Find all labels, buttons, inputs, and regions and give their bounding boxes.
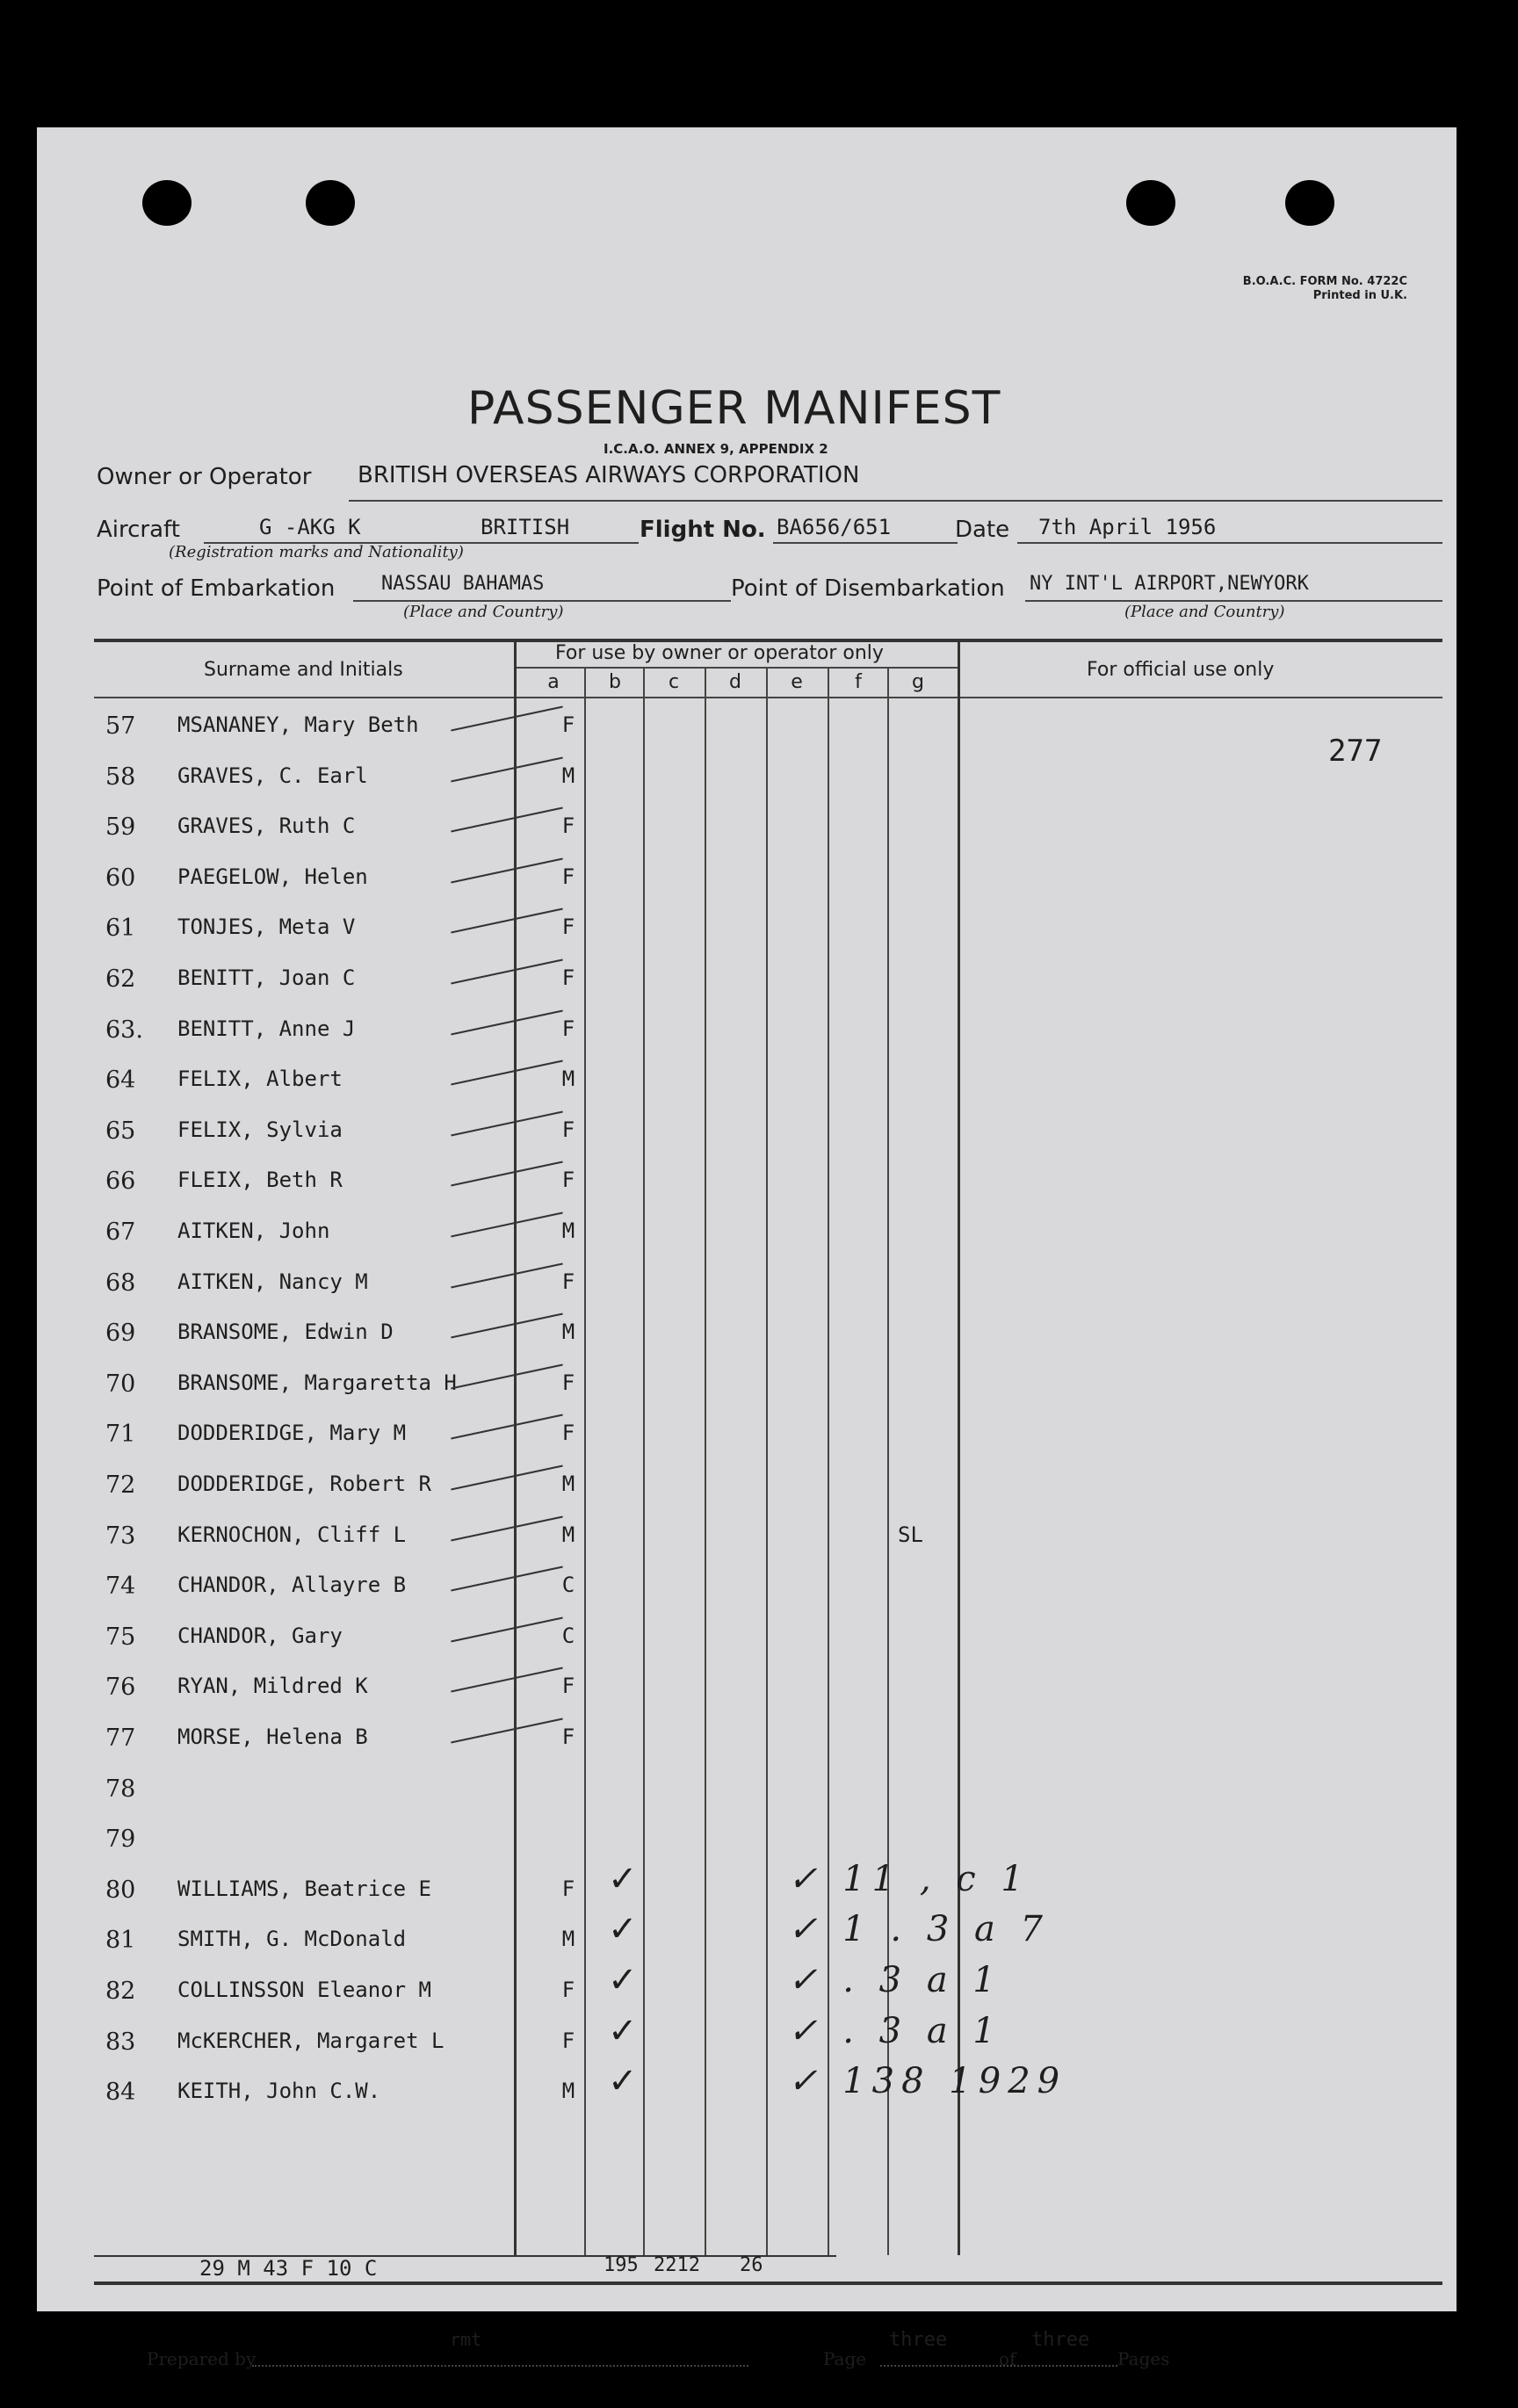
surname-header: Surname and Initials — [204, 659, 403, 681]
sex-code: F — [561, 1168, 575, 1193]
prepared-by-value: rmt — [450, 2329, 482, 2350]
passenger-name: GRAVES, C. Earl — [177, 763, 368, 788]
sex-code: M — [561, 763, 575, 788]
passenger-name: FLEIX, Beth R — [177, 1168, 343, 1193]
col-e-header: e — [791, 671, 803, 693]
row-number: 61 — [105, 915, 136, 943]
disembarkation-value: NY INT'L AIRPORT,NEWYORK — [1030, 573, 1309, 595]
disembarkation-label: Point of Disembarkation — [731, 575, 1005, 602]
sex-code: M — [561, 1927, 575, 1952]
passenger-row — [37, 1712, 1457, 1763]
owner-label: Owner or Operator — [97, 464, 312, 490]
rule — [1017, 542, 1442, 544]
row-number: 63. — [105, 1016, 143, 1044]
row-number: 81 — [105, 1927, 136, 1955]
page-title: PASSENGER MANIFEST — [467, 382, 1001, 435]
row-number: 71 — [105, 1421, 136, 1449]
row-number: 65 — [105, 1117, 136, 1145]
manifest-sheet — [37, 127, 1457, 2369]
row-number: 69 — [105, 1320, 136, 1348]
row-number: 70 — [105, 1370, 136, 1398]
passenger-row — [37, 1560, 1457, 1611]
embarkation-caption: (Place and Country) — [403, 603, 564, 621]
punch-hole — [1126, 180, 1175, 226]
rule — [773, 542, 958, 544]
passenger-row — [37, 953, 1457, 1004]
passenger-name: COLLINSSON Eleanor M — [177, 1978, 431, 2002]
passenger-name: AITKEN, John — [177, 1218, 330, 1243]
date-value: 7th April 1956 — [1038, 515, 1217, 539]
rule — [353, 600, 731, 602]
registration-caption: (Registration marks and Nationality) — [169, 543, 464, 561]
sex-code: F — [561, 1370, 575, 1395]
row-number: 60 — [105, 864, 136, 892]
row-number: 62 — [105, 965, 136, 993]
col-g-code: SL — [898, 1522, 923, 1547]
passenger-row — [37, 1004, 1457, 1055]
printed-in-text: Printed in U.K. — [1312, 289, 1407, 302]
passenger-name: MORSE, Helena B — [177, 1725, 368, 1749]
totals-summary: 29 M 43 F 10 C — [199, 2256, 378, 2281]
total-col-c: 2212 — [654, 2254, 700, 2276]
passenger-name: WILLIAMS, Beatrice E — [177, 1876, 431, 1901]
row-number: 66 — [105, 1168, 136, 1196]
passenger-name: FELIX, Albert — [177, 1067, 343, 1092]
of-label: of — [999, 2348, 1016, 2369]
sex-code: F — [561, 965, 575, 990]
page-label: Page — [823, 2348, 867, 2369]
passenger-name: PAEGELOW, Helen — [177, 864, 368, 889]
check-mark: ✓ — [608, 2010, 638, 2051]
passenger-name: KEITH, John C.W. — [177, 2079, 381, 2104]
col-g-header: g — [912, 671, 924, 693]
passenger-name: GRAVES, Ruth C — [177, 814, 356, 839]
sex-code: M — [561, 1218, 575, 1243]
row-number: 73 — [105, 1522, 136, 1550]
totals-bottom-rule — [94, 2281, 1442, 2285]
of-value: three — [1031, 2329, 1090, 2351]
pages-label: Pages — [1117, 2348, 1170, 2369]
page-value: three — [889, 2329, 948, 2351]
passenger-row — [37, 1661, 1457, 1712]
total-col-b: 195 — [604, 2254, 639, 2276]
row-number: 74 — [105, 1573, 136, 1601]
aircraft-value: G -AKG K — [259, 515, 361, 539]
sex-code: F — [561, 1725, 575, 1749]
passenger-row — [37, 1206, 1457, 1257]
check-mark: ✓ — [608, 1960, 638, 2000]
row-number: 76 — [105, 1674, 136, 1702]
passenger-row — [37, 852, 1457, 903]
punch-hole — [1285, 180, 1334, 226]
passenger-name: KERNOCHON, Cliff L — [177, 1522, 407, 1547]
col-d-header: d — [729, 671, 741, 693]
handwritten-note: ✓ 1 . 3 a 7 — [788, 1909, 1050, 1950]
passenger-row — [37, 902, 1457, 953]
passenger-row — [37, 2061, 1457, 2117]
sex-code: M — [561, 1472, 575, 1496]
passenger-name: DODDERIDGE, Mary M — [177, 1421, 407, 1446]
sex-code: F — [561, 864, 575, 889]
row-number: 78 — [105, 1775, 136, 1803]
sex-code: F — [561, 1016, 575, 1041]
row-number: 83 — [105, 2028, 136, 2056]
owner-value: BRITISH OVERSEAS AIRWAYS CORPORATION — [358, 462, 860, 488]
flight-value: BA656/651 — [777, 515, 892, 539]
row-number: 72 — [105, 1472, 136, 1499]
passenger-name: DODDERIDGE, Robert R — [177, 1472, 431, 1496]
official-use-header: For official use only — [1087, 659, 1275, 681]
handwritten-note: ✓ . 3 a 1 — [788, 1960, 1002, 2000]
row-number: 75 — [105, 1623, 136, 1651]
sex-code: F — [561, 1117, 575, 1142]
passenger-row — [37, 1909, 1457, 1965]
sex-code: F — [561, 1421, 575, 1446]
passenger-name: BENITT, Joan C — [177, 965, 356, 990]
check-mark: ✓ — [608, 1909, 638, 1950]
passenger-row — [37, 700, 1457, 751]
passenger-row — [37, 1257, 1457, 1308]
sex-code: F — [561, 1674, 575, 1699]
form-number-text: B.O.A.C. FORM No. 4722C — [1242, 275, 1407, 288]
handwritten-note: ✓ 11 , c 1 — [788, 1858, 1030, 1899]
passenger-row — [37, 1611, 1457, 1662]
row-number: 77 — [105, 1725, 136, 1752]
row-number: 58 — [105, 763, 136, 791]
sex-code: F — [561, 1876, 575, 1901]
passenger-row — [37, 1307, 1457, 1358]
flight-label: Flight No. — [640, 517, 766, 543]
owner-use-header: For use by owner or operator only — [555, 642, 884, 664]
passenger-name: BRANSOME, Edwin D — [177, 1320, 394, 1345]
sex-code: C — [561, 1623, 575, 1648]
passenger-row — [37, 1054, 1457, 1105]
header-bottom-rule — [94, 697, 1442, 698]
passenger-name: CHANDOR, Gary — [177, 1623, 343, 1648]
page-subtitle: I.C.A.O. ANNEX 9, APPENDIX 2 — [604, 441, 828, 457]
row-number: 84 — [105, 2079, 136, 2107]
nationality-value: BRITISH — [481, 515, 570, 539]
handwritten-note: ✓ . 3 a 1 — [788, 2010, 1002, 2051]
passenger-row — [37, 1510, 1457, 1561]
passenger-row — [37, 1408, 1457, 1459]
sex-code: F — [561, 1978, 575, 2002]
sex-code: F — [561, 2028, 575, 2053]
prepared-by-label: Prepared by — [147, 2348, 257, 2369]
handwritten-note: ✓ 138 1929 — [788, 2061, 1067, 2102]
date-label: Date — [955, 517, 1010, 543]
passenger-row — [37, 2010, 1457, 2067]
passenger-name: RYAN, Mildred K — [177, 1674, 368, 1699]
form-number — [1056, 275, 1407, 303]
sex-code: F — [561, 712, 575, 737]
check-mark: ✓ — [608, 1858, 638, 1899]
sex-code: M — [561, 1522, 575, 1547]
row-number: 68 — [105, 1269, 136, 1297]
rule — [1025, 600, 1442, 602]
col-b-header: b — [609, 671, 621, 693]
sex-code: M — [561, 2079, 575, 2104]
sex-code: M — [561, 1320, 575, 1345]
row-number: 64 — [105, 1067, 136, 1095]
passenger-name: McKERCHER, Margaret L — [177, 2028, 445, 2053]
passenger-name: SMITH, G. McDonald — [177, 1927, 407, 1952]
passenger-row — [37, 1858, 1457, 1915]
row-number: 82 — [105, 1978, 136, 2005]
passenger-row — [37, 1763, 1457, 1814]
passenger-name: CHANDOR, Allayre B — [177, 1573, 407, 1598]
embarkation-label: Point of Embarkation — [97, 575, 336, 602]
passenger-row — [37, 1459, 1457, 1510]
passenger-row — [37, 1960, 1457, 2016]
passenger-name: FELIX, Sylvia — [177, 1117, 343, 1142]
sex-code: F — [561, 915, 575, 940]
rule — [252, 2365, 748, 2367]
check-mark: ✓ — [608, 2061, 638, 2102]
passenger-name: MSANANEY, Mary Beth — [177, 712, 419, 737]
row-number: 59 — [105, 814, 136, 842]
col-c-header: c — [668, 671, 680, 693]
sex-code: M — [561, 1067, 575, 1092]
aircraft-label: Aircraft — [97, 517, 180, 543]
passenger-row — [37, 751, 1457, 802]
passenger-name: BENITT, Anne J — [177, 1016, 356, 1041]
embarkation-value: NASSAU BAHAMAS — [381, 573, 545, 595]
total-col-d: 26 — [740, 2254, 763, 2276]
subheader-rule — [514, 667, 958, 669]
passenger-name: AITKEN, Nancy M — [177, 1269, 368, 1294]
col-a-header: a — [547, 671, 560, 693]
row-number: 79 — [105, 1826, 136, 1854]
passenger-row — [37, 1813, 1457, 1864]
passenger-name: TONJES, Meta V — [177, 915, 356, 940]
passenger-row — [37, 1105, 1457, 1156]
sex-code: F — [561, 814, 575, 839]
sex-code: C — [561, 1573, 575, 1598]
passenger-row — [37, 801, 1457, 852]
page-stamp: 277 — [1328, 734, 1383, 769]
row-number: 57 — [105, 712, 136, 740]
passenger-row — [37, 1358, 1457, 1409]
row-number: 67 — [105, 1218, 136, 1246]
col-f-header: f — [855, 671, 862, 693]
row-number: 80 — [105, 1876, 136, 1904]
sex-code: F — [561, 1269, 575, 1294]
passenger-row — [37, 1155, 1457, 1206]
punch-hole — [306, 180, 355, 226]
disembarkation-caption: (Place and Country) — [1124, 603, 1285, 621]
punch-hole — [142, 180, 192, 226]
passenger-name: BRANSOME, Margaretta H — [177, 1370, 457, 1395]
rule — [349, 500, 1442, 502]
rule — [880, 2365, 1117, 2367]
